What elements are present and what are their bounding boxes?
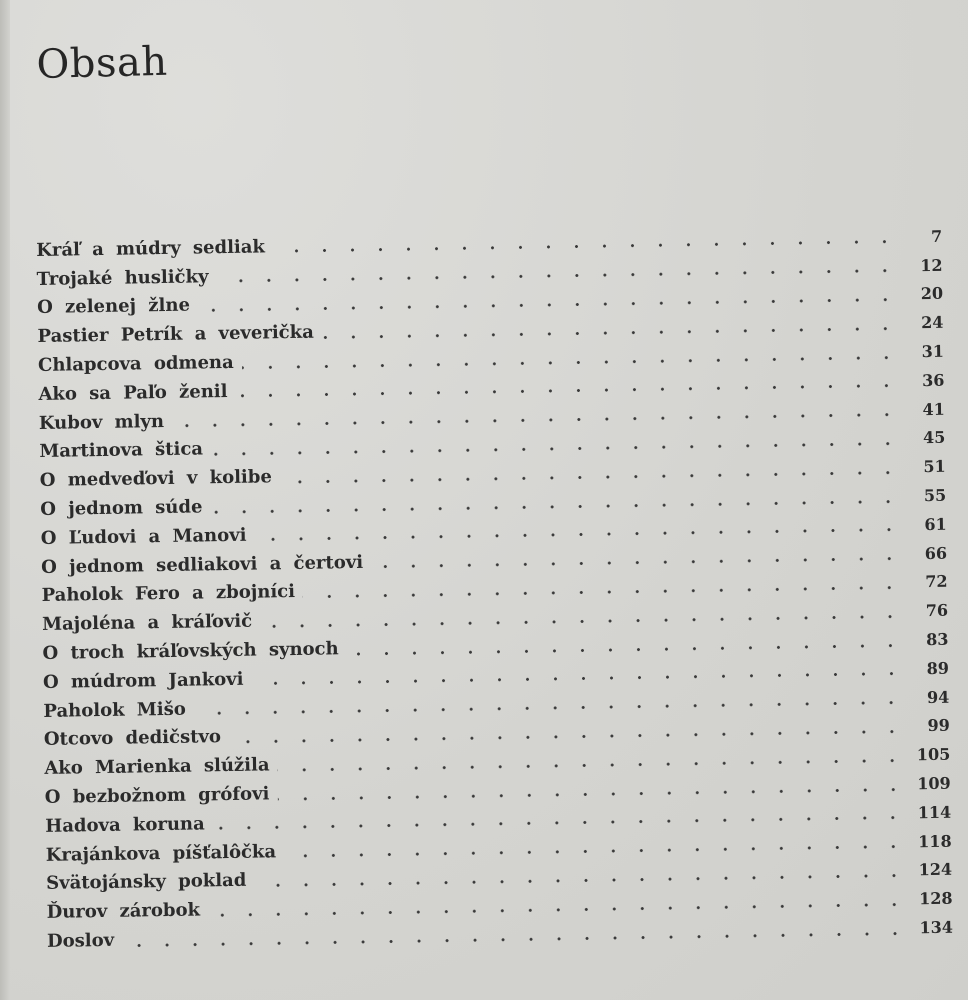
toc-entry-title: Kráľ a múdry sedliak — [36, 236, 266, 261]
toc-entry-title: Ako Marienka slúžila — [44, 754, 270, 780]
toc-entry-page-number: 105 — [916, 744, 951, 765]
toc-entry-title: O medveďovi v kolibe — [39, 466, 272, 492]
dot-leader — [280, 470, 902, 484]
toc-entry-title: Paholok Mišo — [43, 698, 186, 722]
toc-entry-title: Otcovo dedičstvo — [43, 726, 222, 751]
toc-entry-title: Majoléna a kráľovič — [41, 610, 253, 636]
dot-leader — [122, 931, 909, 947]
toc-entry-title: Ako sa Paľo ženil — [38, 380, 228, 405]
toc-entry-page-number: 41 — [922, 399, 945, 419]
dot-leader — [277, 787, 906, 801]
toc-entry-page-number: 24 — [921, 313, 944, 333]
toc-entry-page-number: 89 — [926, 658, 950, 678]
toc-entry-page-number: 55 — [923, 485, 947, 506]
toc-entry-title: Svätojánsky poklad — [46, 870, 247, 895]
toc-entry-page-number: 7 — [930, 226, 943, 246]
toc-entry-title: Doslov — [46, 929, 115, 952]
toc-entry-title: O jednom súde — [40, 496, 203, 521]
toc-entry-title: Pastier Petrík a veverička — [37, 321, 314, 348]
toc-entry-page-number: 118 — [918, 831, 952, 851]
toc-entry-page-number: 31 — [921, 341, 945, 362]
toc-entry-page-number: 109 — [917, 773, 951, 794]
toc-entry-title: O zelenej žlne — [36, 295, 191, 319]
toc-entry-page-number: 99 — [927, 716, 950, 736]
toc-entry-page-number: 45 — [922, 428, 946, 448]
toc-entry-page-number: 94 — [926, 687, 950, 707]
toc-entry-page-number: 72 — [925, 572, 948, 592]
toc-entry-title: Chlapcova odmena — [37, 351, 234, 377]
toc-entry-page-number: 76 — [925, 600, 949, 621]
toc-entry-title: O jednom sedliakovi a čertovi — [41, 551, 364, 578]
toc-entry-title: Ďurov zárobok — [46, 899, 201, 924]
toc-entry-title: O bezbožnom grófovi — [44, 783, 270, 808]
dot-leader — [273, 240, 898, 254]
table-of-contents — [36, 222, 953, 956]
toc-entry-page-number: 66 — [924, 543, 948, 563]
page-binding-edge — [0, 0, 10, 1000]
toc-entry-title: Krajánkova píšťalôčka — [45, 840, 277, 866]
dot-leader — [303, 585, 904, 598]
toc-entry-page-number: 128 — [918, 888, 953, 909]
toc-entry-title: O Ľudovi a Manovi — [40, 524, 247, 549]
toc-entry-title: O múdrom Jankovi — [42, 668, 244, 693]
toc-entry-page-number: 114 — [917, 802, 952, 823]
toc-entry-title: Paholok Fero a zbojníci — [41, 581, 296, 607]
toc-entry-page-number: 20 — [920, 284, 944, 304]
dot-leader — [322, 326, 900, 339]
dot-leader — [284, 845, 908, 859]
dot-leader — [278, 758, 907, 772]
toc-entry-title: Trojaké husličky — [36, 265, 209, 290]
toc-entry-page-number: 124 — [918, 860, 953, 880]
contents-heading: Obsah — [36, 38, 169, 88]
toc-entry-title: Kubov mlyn — [38, 410, 165, 434]
toc-entry-title: Hadova koruna — [45, 813, 205, 837]
toc-entry-page-number: 36 — [921, 370, 945, 390]
toc-entry-page-number: 51 — [923, 457, 946, 477]
toc-entry-page-number: 12 — [920, 255, 943, 275]
toc-entry-title: O troch kráľovských synoch — [42, 638, 339, 664]
toc-entry-page-number: 134 — [919, 917, 954, 938]
toc-entry-page-number: 83 — [926, 629, 949, 650]
dot-leader — [371, 557, 903, 569]
toc-entry-title: Martinova štica — [39, 438, 204, 463]
dot-leader — [347, 643, 905, 656]
toc-entry-page-number: 61 — [924, 514, 947, 534]
